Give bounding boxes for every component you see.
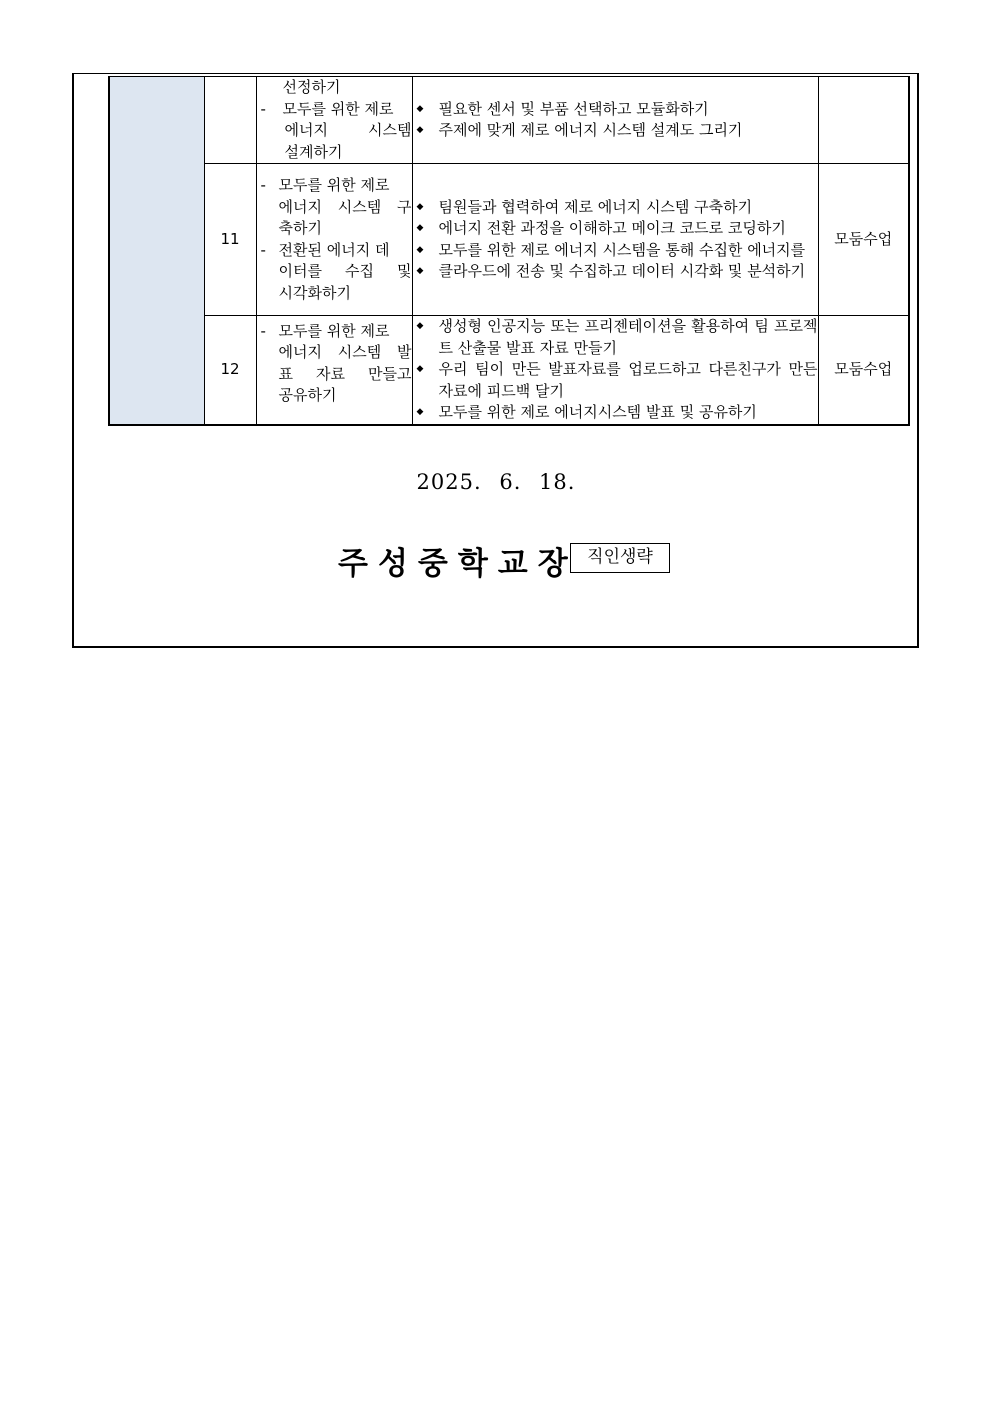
activity-line: 에너지 시스템 xyxy=(284,121,412,139)
session-number xyxy=(204,77,256,164)
table-row xyxy=(109,316,909,425)
diamond-bullet-icon: ◆ xyxy=(416,125,424,135)
activity-item xyxy=(257,240,412,305)
diamond-bullet-icon: ◆ xyxy=(416,407,424,417)
activity-line: 축하기 xyxy=(278,219,322,237)
activity-line: 에너지 시스템 발 xyxy=(278,343,412,362)
dash-marker: - xyxy=(260,321,266,340)
diamond-bullet-icon: ◆ xyxy=(416,201,424,212)
content-cell xyxy=(412,316,818,425)
activity-cell xyxy=(256,316,412,425)
dash-marker: - xyxy=(260,176,266,194)
dash-marker: - xyxy=(260,240,266,259)
activity-line: 선정하기 xyxy=(282,78,341,96)
activity-line: 시각화하기 xyxy=(278,283,351,302)
activity-line: 모두를 위한 제로 xyxy=(278,321,390,340)
category-cell xyxy=(109,77,204,425)
dash-marker: - xyxy=(260,99,266,118)
diamond-bullet-icon: ◆ xyxy=(416,103,424,114)
teaching-method: 모둠수업 xyxy=(818,316,909,425)
list-item: ◆ 클라우드에 전송 및 수집하고 데이터 시각화 및 분석하기 xyxy=(413,261,818,283)
lesson-plan-table xyxy=(108,76,910,426)
activity-line: 전환된 에너지 데 xyxy=(278,240,390,259)
table-row xyxy=(109,77,909,164)
activity-line: 공유하기 xyxy=(278,386,337,405)
list-item: ◆ 우리 팀이 만든 발표자료를 업로드하고 다른친구가 만든 자료에 피드백 달기 xyxy=(413,359,818,402)
activity-line: 모두를 위한 제로 xyxy=(282,99,394,118)
activity-cell xyxy=(256,164,412,316)
session-number: 11 xyxy=(204,164,256,316)
list-item: ◆ 생성형 인공지능 또는 프리젠테이션을 활용하여 팀 프로젝트 산출물 발표 자료 만들기 xyxy=(413,316,818,359)
list-item: ◆ 팀원들과 협력하여 제로 에너지 시스템 구축하기 xyxy=(413,197,818,219)
list-item: ◆ 필요한 센서 및 부품 선택하고 모듈화하기 xyxy=(413,99,818,121)
activity-line: 모두를 위한 제로 xyxy=(278,176,390,194)
diamond-bullet-icon: ◆ xyxy=(416,364,424,374)
document-date: 2025. 6. 18. xyxy=(416,470,576,494)
activity-line: 에너지 시스템 구 xyxy=(278,197,412,216)
activity-line: 표 자료 만들고 xyxy=(278,364,412,383)
diamond-bullet-icon: ◆ xyxy=(416,244,424,255)
activity-item xyxy=(257,175,412,240)
session-number: 12 xyxy=(204,316,256,425)
content-cell xyxy=(412,77,818,164)
list-item: ◆ 주제에 맞게 제로 에너지 시스템 설계도 그리기 xyxy=(413,120,818,142)
list-item: ◆ 모두를 위한 제로 에너지 시스템을 통해 수집한 에너지를 xyxy=(413,240,818,262)
activity-item xyxy=(257,99,412,164)
teaching-method: 모둠수업 xyxy=(818,164,909,316)
diamond-bullet-icon: ◆ xyxy=(416,266,424,276)
seal-omitted-stamp: 직인생략 xyxy=(570,543,670,573)
activity-line: 이터를 수집 및 xyxy=(278,262,412,280)
activity-item xyxy=(257,321,412,407)
list-item: ◆ 모두를 위한 제로 에너지시스템 발표 및 공유하기 xyxy=(413,402,818,424)
content-cell xyxy=(412,164,818,316)
activity-cell xyxy=(256,77,412,164)
teaching-method xyxy=(818,77,909,164)
table-row xyxy=(109,164,909,316)
activity-line: 설계하기 xyxy=(284,142,343,161)
principal-title: 주성중학교장 xyxy=(338,546,578,582)
diamond-bullet-icon: ◆ xyxy=(416,223,424,233)
list-item: ◆ 에너지 전환 과정을 이해하고 메이크 코드로 코딩하기 xyxy=(413,218,818,240)
diamond-bullet-icon: ◆ xyxy=(416,321,424,331)
